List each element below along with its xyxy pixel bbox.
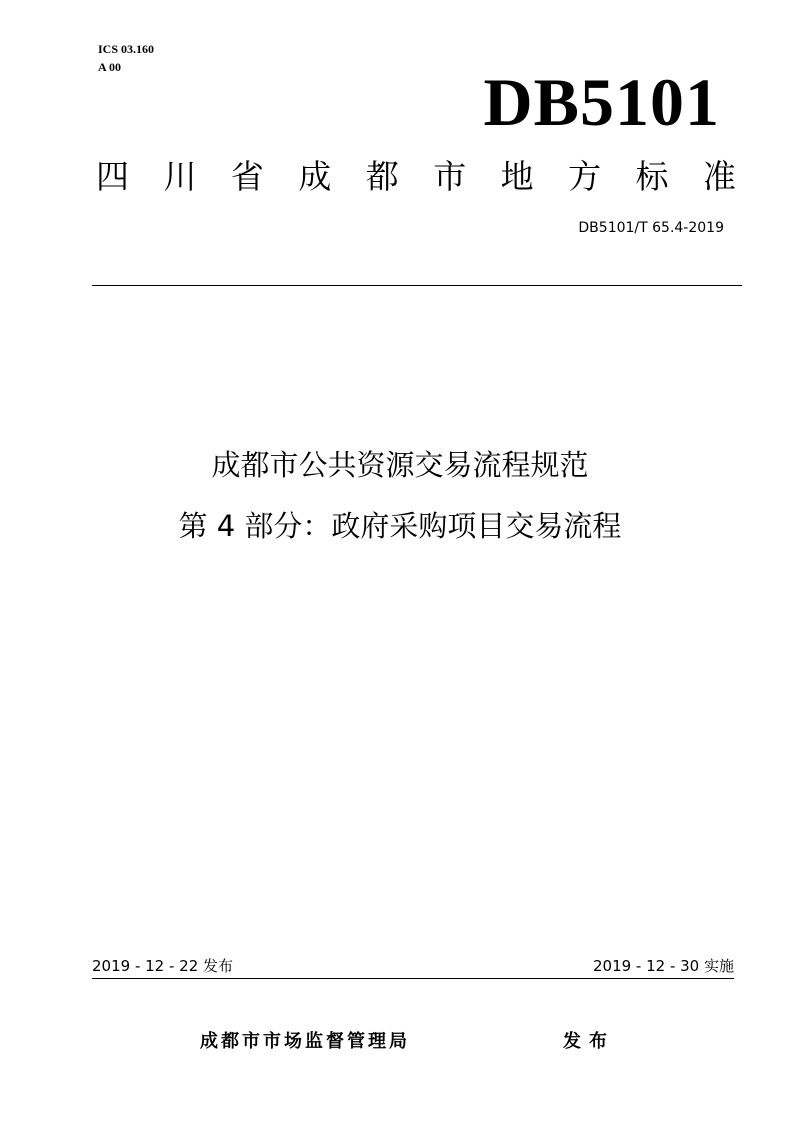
classification-codes xyxy=(98,40,154,76)
title-part: 第 4 部分：政府采购项目交易流程 xyxy=(178,509,622,543)
standard-type-char: 四 xyxy=(96,157,129,196)
standard-type-char: 市 xyxy=(433,157,467,196)
ics-code: ICS 03.160 xyxy=(98,42,155,56)
standard-type-char: 准 xyxy=(702,157,736,196)
header-divider xyxy=(92,285,742,286)
standard-type-char: 省 xyxy=(230,157,264,196)
footer-divider xyxy=(92,978,734,979)
issue-label: 发布 xyxy=(563,1031,615,1052)
standard-type-char: 标 xyxy=(635,157,669,196)
standard-number: DB5101/T 65.4-2019 xyxy=(578,220,724,236)
ccs-code: A 00 xyxy=(98,60,122,74)
standard-type-char: 地 xyxy=(500,157,534,196)
standard-type-char: 成 xyxy=(298,157,332,196)
standard-code: DB5101 xyxy=(483,64,720,140)
issuing-authority: 成都市市场监督管理局 xyxy=(200,1031,410,1052)
standard-type-char: 方 xyxy=(568,157,602,196)
standard-type xyxy=(96,153,736,201)
title-main: 成都市公共资源交易流程规范 xyxy=(211,448,589,482)
standard-type-char: 川 xyxy=(163,157,197,196)
standard-type-char: 都 xyxy=(365,157,399,196)
release-date: 2019 - 12 - 22 发布 xyxy=(92,957,234,975)
implementation-date: 2019 - 12 - 30 实施 xyxy=(592,957,734,975)
